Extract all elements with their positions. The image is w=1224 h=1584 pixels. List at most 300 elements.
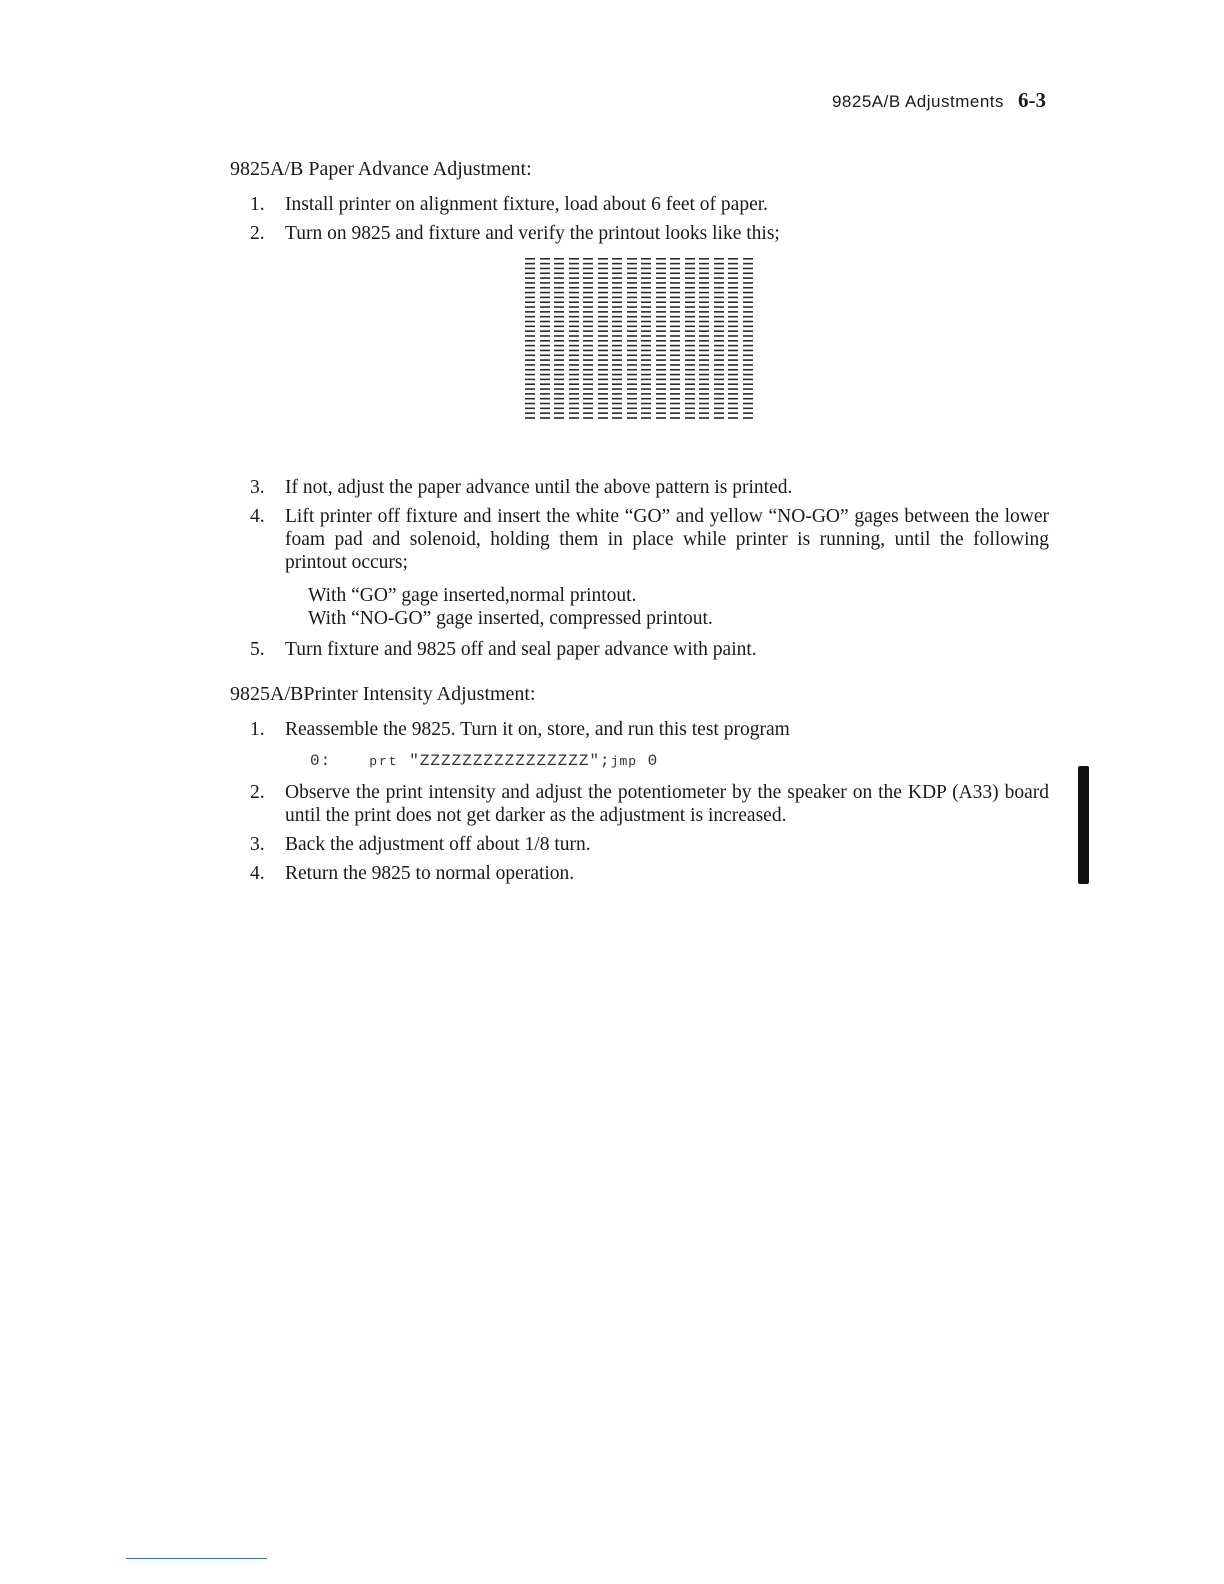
pattern-dash [656,340,666,342]
pattern-dash [540,311,550,313]
pattern-dash [685,306,695,308]
pattern-dash [627,268,637,270]
test-program-code [310,752,658,770]
pattern-dash [685,258,695,260]
pattern-dash [583,287,593,289]
pattern-dash [714,311,724,313]
pattern-dash [540,359,550,361]
pattern-dash [627,321,637,323]
pattern-dash [540,282,550,284]
code-keyword: prt [369,754,399,769]
pattern-dash [569,379,579,381]
pattern-dash [641,287,651,289]
pattern-dash [612,369,622,371]
pattern-dash [525,354,535,356]
pattern-dash [656,306,666,308]
pattern-dash [728,321,738,323]
pattern-dash [670,311,680,313]
pattern-dash [656,277,666,279]
pattern-dash [670,398,680,400]
step-number: 3. [250,477,265,498]
pattern-dash [554,292,564,294]
pattern-dash [699,388,709,390]
pattern-dash [641,335,651,337]
pattern-dash [569,354,579,356]
pattern-dash [598,301,608,303]
pattern-dash [728,403,738,405]
pattern-dash [554,297,564,299]
pattern-dash [612,272,622,274]
pattern-dash [583,354,593,356]
pattern-dash [728,350,738,352]
pattern-dash [627,287,637,289]
pattern-dash [540,383,550,385]
pattern-dash [612,301,622,303]
pattern-dash [656,330,666,332]
pattern-dash [627,326,637,328]
pattern-dash [583,292,593,294]
pattern-dash [656,359,666,361]
pattern-dash [554,350,564,352]
pattern-dash [714,393,724,395]
pattern-dash [656,316,666,318]
pattern-dash [656,321,666,323]
pattern-dash [627,383,637,385]
pattern-dash [525,417,535,419]
pattern-dash [525,277,535,279]
pattern-dash [641,374,651,376]
pattern-dash [598,326,608,328]
pattern-dash [656,408,666,410]
pattern-dash [540,393,550,395]
pattern-dash [743,417,753,419]
pattern-dash [569,297,579,299]
pattern-dash [598,292,608,294]
pattern-dash [598,345,608,347]
pattern-dash [627,345,637,347]
pattern-dash [598,379,608,381]
pattern-dash [699,335,709,337]
pattern-dash [627,393,637,395]
pattern-dash [525,335,535,337]
pattern-dash [569,417,579,419]
pattern-dash [627,282,637,284]
pattern-dash [743,359,753,361]
pattern-dash [612,350,622,352]
pattern-dash [627,258,637,260]
pattern-dash [540,316,550,318]
pattern-dash [583,258,593,260]
pattern-dash [714,354,724,356]
pattern-dash [627,359,637,361]
pattern-dash [743,408,753,410]
pattern-dash [728,393,738,395]
pattern-dash [583,311,593,313]
pattern-dash [641,292,651,294]
pattern-dash [569,311,579,313]
pattern-dash [656,311,666,313]
pattern-dash [743,311,753,313]
pattern-dash [656,263,666,265]
pattern-dash [554,321,564,323]
pattern-dash [525,350,535,352]
code-jump: jmp [610,754,638,769]
pattern-dash [598,364,608,366]
step-text: Reassemble the 9825. Turn it on, store, and run this test program [285,719,790,740]
pattern-dash [627,374,637,376]
pattern-dash [728,287,738,289]
pattern-dash [641,272,651,274]
pattern-dash [685,321,695,323]
pattern-dash [525,282,535,284]
pattern-dash [656,272,666,274]
pattern-dash [728,388,738,390]
pattern-dash [670,297,680,299]
pattern-dash [598,282,608,284]
pattern-dash [641,258,651,260]
pattern-dash [641,359,651,361]
pattern-dash [641,364,651,366]
pattern-dash [641,282,651,284]
pattern-dash [699,408,709,410]
pattern-dash [743,412,753,414]
pattern-dash [670,412,680,414]
pattern-dash [641,321,651,323]
pattern-dash [583,306,593,308]
pattern-dash [627,354,637,356]
section-heading-intensity: 9825A/BPrinter Intensity Adjustment: [230,683,536,705]
pattern-dash [641,330,651,332]
pattern-dash [525,326,535,328]
pattern-dash [699,412,709,414]
pattern-dash [714,306,724,308]
code-line-number: 0: [310,752,332,770]
pattern-dash [685,277,695,279]
pattern-dash [554,417,564,419]
pattern-dash [656,398,666,400]
pattern-dash [699,379,709,381]
pattern-dash [525,263,535,265]
pattern-dash [656,335,666,337]
pattern-dash [714,330,724,332]
pattern-dash [612,321,622,323]
pattern-dash [569,268,579,270]
pattern-dash [670,287,680,289]
pattern-dash [598,272,608,274]
pattern-dash [525,301,535,303]
pattern-dash [728,306,738,308]
code-target: 0 [647,752,659,770]
pattern-dash [554,374,564,376]
pattern-dash [627,335,637,337]
pattern-dash [525,345,535,347]
pattern-dash [699,316,709,318]
pattern-dash [685,374,695,376]
pattern-dash [641,301,651,303]
pattern-dash [540,340,550,342]
pattern-dash [612,412,622,414]
pattern-dash [714,369,724,371]
pattern-dash [540,292,550,294]
pattern-dash [743,263,753,265]
pattern-dash [699,292,709,294]
pattern-dash [525,340,535,342]
pattern-dash [714,374,724,376]
pattern-dash [699,340,709,342]
pattern-dash [743,287,753,289]
pattern-dash [728,272,738,274]
pattern-dash [612,364,622,366]
pattern-dash [714,408,724,410]
pattern-dash [743,316,753,318]
pattern-dash [569,340,579,342]
pattern-dash [554,398,564,400]
step-number: 2. [250,782,265,803]
pattern-dash [685,268,695,270]
pattern-dash [554,379,564,381]
pattern-dash [525,268,535,270]
pattern-dash [554,412,564,414]
pattern-dash [670,383,680,385]
pattern-dash [656,301,666,303]
pattern-dash [728,340,738,342]
pattern-dash [525,311,535,313]
pattern-dash [714,301,724,303]
pattern-dash [627,388,637,390]
pattern-dash [598,383,608,385]
pattern-dash [554,335,564,337]
pattern-dash [685,340,695,342]
pattern-dash [612,335,622,337]
pattern-dash [714,412,724,414]
note-go-gage: With “GO” gage inserted,normal printout. [308,585,637,606]
pattern-dash [714,403,724,405]
pattern-dash [685,326,695,328]
pattern-dash [569,321,579,323]
pattern-dash [583,379,593,381]
pattern-dash [743,354,753,356]
pattern-dash [540,417,550,419]
section-heading-paper-advance: 9825A/B Paper Advance Adjustment: [230,158,532,180]
pattern-dash [714,340,724,342]
pattern-dash [583,398,593,400]
step-text: Back the adjustment off about 1/8 turn. [285,834,591,855]
pattern-dash [728,282,738,284]
pattern-dash [525,412,535,414]
pattern-dash [540,272,550,274]
pattern-dash [540,412,550,414]
pattern-dash [728,379,738,381]
pattern-dash [598,412,608,414]
pattern-dash [670,301,680,303]
pattern-dash [699,364,709,366]
pattern-dash [728,297,738,299]
pattern-dash [728,345,738,347]
pattern-dash [583,321,593,323]
pattern-dash [627,398,637,400]
pattern-dash [627,272,637,274]
step-number: 3. [250,834,265,855]
pattern-dash [627,417,637,419]
pattern-dash [598,335,608,337]
pattern-dash [612,359,622,361]
pattern-dash [554,354,564,356]
pattern-dash [569,383,579,385]
pattern-dash [641,403,651,405]
pattern-dash [525,359,535,361]
pattern-dash [525,364,535,366]
pattern-dash [612,326,622,328]
pattern-dash [714,335,724,337]
pattern-dash [612,316,622,318]
pattern-dash [670,277,680,279]
pattern-dash [525,369,535,371]
pattern-dash [612,393,622,395]
pattern-dash [525,388,535,390]
pattern-dash [627,403,637,405]
pattern-dash [627,408,637,410]
pattern-dash [699,282,709,284]
pattern-dash [656,268,666,270]
pattern-dash [525,321,535,323]
pattern-dash [569,412,579,414]
pattern-dash [554,263,564,265]
pattern-dash [525,330,535,332]
pattern-dash [641,326,651,328]
pattern-dash [612,374,622,376]
pattern-dash [685,408,695,410]
pattern-dash [743,297,753,299]
pattern-dash [598,311,608,313]
pattern-dash [569,364,579,366]
step-number: 4. [250,863,265,884]
pattern-dash [540,263,550,265]
pattern-dash [641,388,651,390]
step-text: Observe the print intensity and adjust the potentiometer by the speaker on the KDP (A33) board until the print does not get darker as the adjustment is increased. [285,782,1049,826]
pattern-dash [743,345,753,347]
pattern-dash [728,311,738,313]
pattern-dash [699,393,709,395]
pattern-dash [728,268,738,270]
pattern-dash [685,330,695,332]
pattern-dash [641,354,651,356]
pattern-dash [598,306,608,308]
pattern-dash [569,345,579,347]
pattern-dash [685,393,695,395]
pattern-dash [583,268,593,270]
pattern-dash [540,388,550,390]
pattern-dash [743,330,753,332]
pattern-dash [728,383,738,385]
printout-pattern [525,258,753,422]
pattern-dash [656,258,666,260]
pattern-dash [627,369,637,371]
pattern-dash [699,374,709,376]
pattern-dash [728,277,738,279]
pattern-dash [540,374,550,376]
pattern-dash [670,321,680,323]
pattern-dash [641,345,651,347]
pattern-dash [583,263,593,265]
pattern-dash [714,297,724,299]
pattern-dash [714,268,724,270]
pattern-dash [743,301,753,303]
pattern-dash [656,412,666,414]
pattern-dash [728,335,738,337]
pattern-dash [641,383,651,385]
pattern-dash [685,417,695,419]
pattern-dash [641,268,651,270]
pattern-dash [728,258,738,260]
pattern-dash [554,345,564,347]
pattern-dash [569,282,579,284]
pattern-dash [540,301,550,303]
pattern-dash [554,369,564,371]
pattern-dash [656,297,666,299]
pattern-dash [699,311,709,313]
pattern-dash [627,340,637,342]
pattern-dash [554,388,564,390]
pattern-dash [714,364,724,366]
pattern-dash [583,316,593,318]
pattern-dash [612,268,622,270]
pattern-dash [685,379,695,381]
pattern-dash [583,417,593,419]
pattern-dash [670,340,680,342]
pattern-dash [583,393,593,395]
pattern-dash [554,330,564,332]
pattern-dash [743,326,753,328]
pattern-dash [583,272,593,274]
pattern-dash [641,306,651,308]
pattern-dash [685,282,695,284]
pattern-dash [641,393,651,395]
pattern-dash [670,403,680,405]
pattern-dash [612,417,622,419]
pattern-dash [699,321,709,323]
pattern-dash [554,340,564,342]
note-no-go-gage: With “NO-GO” gage inserted, compressed printout. [308,608,713,629]
pattern-dash [670,263,680,265]
pattern-dash [583,364,593,366]
pattern-dash [540,345,550,347]
pattern-dash [743,292,753,294]
pattern-dash [743,340,753,342]
pattern-dash [699,398,709,400]
pattern-dash [670,369,680,371]
pattern-dash [670,354,680,356]
pattern-dash [569,316,579,318]
pattern-dash [612,354,622,356]
pattern-dash [670,345,680,347]
pattern-dash [743,277,753,279]
pattern-dash [728,412,738,414]
pattern-dash [554,403,564,405]
pattern-dash [714,272,724,274]
pattern-dash [554,393,564,395]
pattern-dash [685,335,695,337]
pattern-dash [670,417,680,419]
pattern-dash [540,306,550,308]
pattern-dash [685,345,695,347]
pattern-dash [670,272,680,274]
pattern-dash [612,258,622,260]
pattern-dash [627,330,637,332]
pattern-dash [714,263,724,265]
pattern-dash [714,379,724,381]
pattern-dash [670,388,680,390]
pattern-dash [583,277,593,279]
